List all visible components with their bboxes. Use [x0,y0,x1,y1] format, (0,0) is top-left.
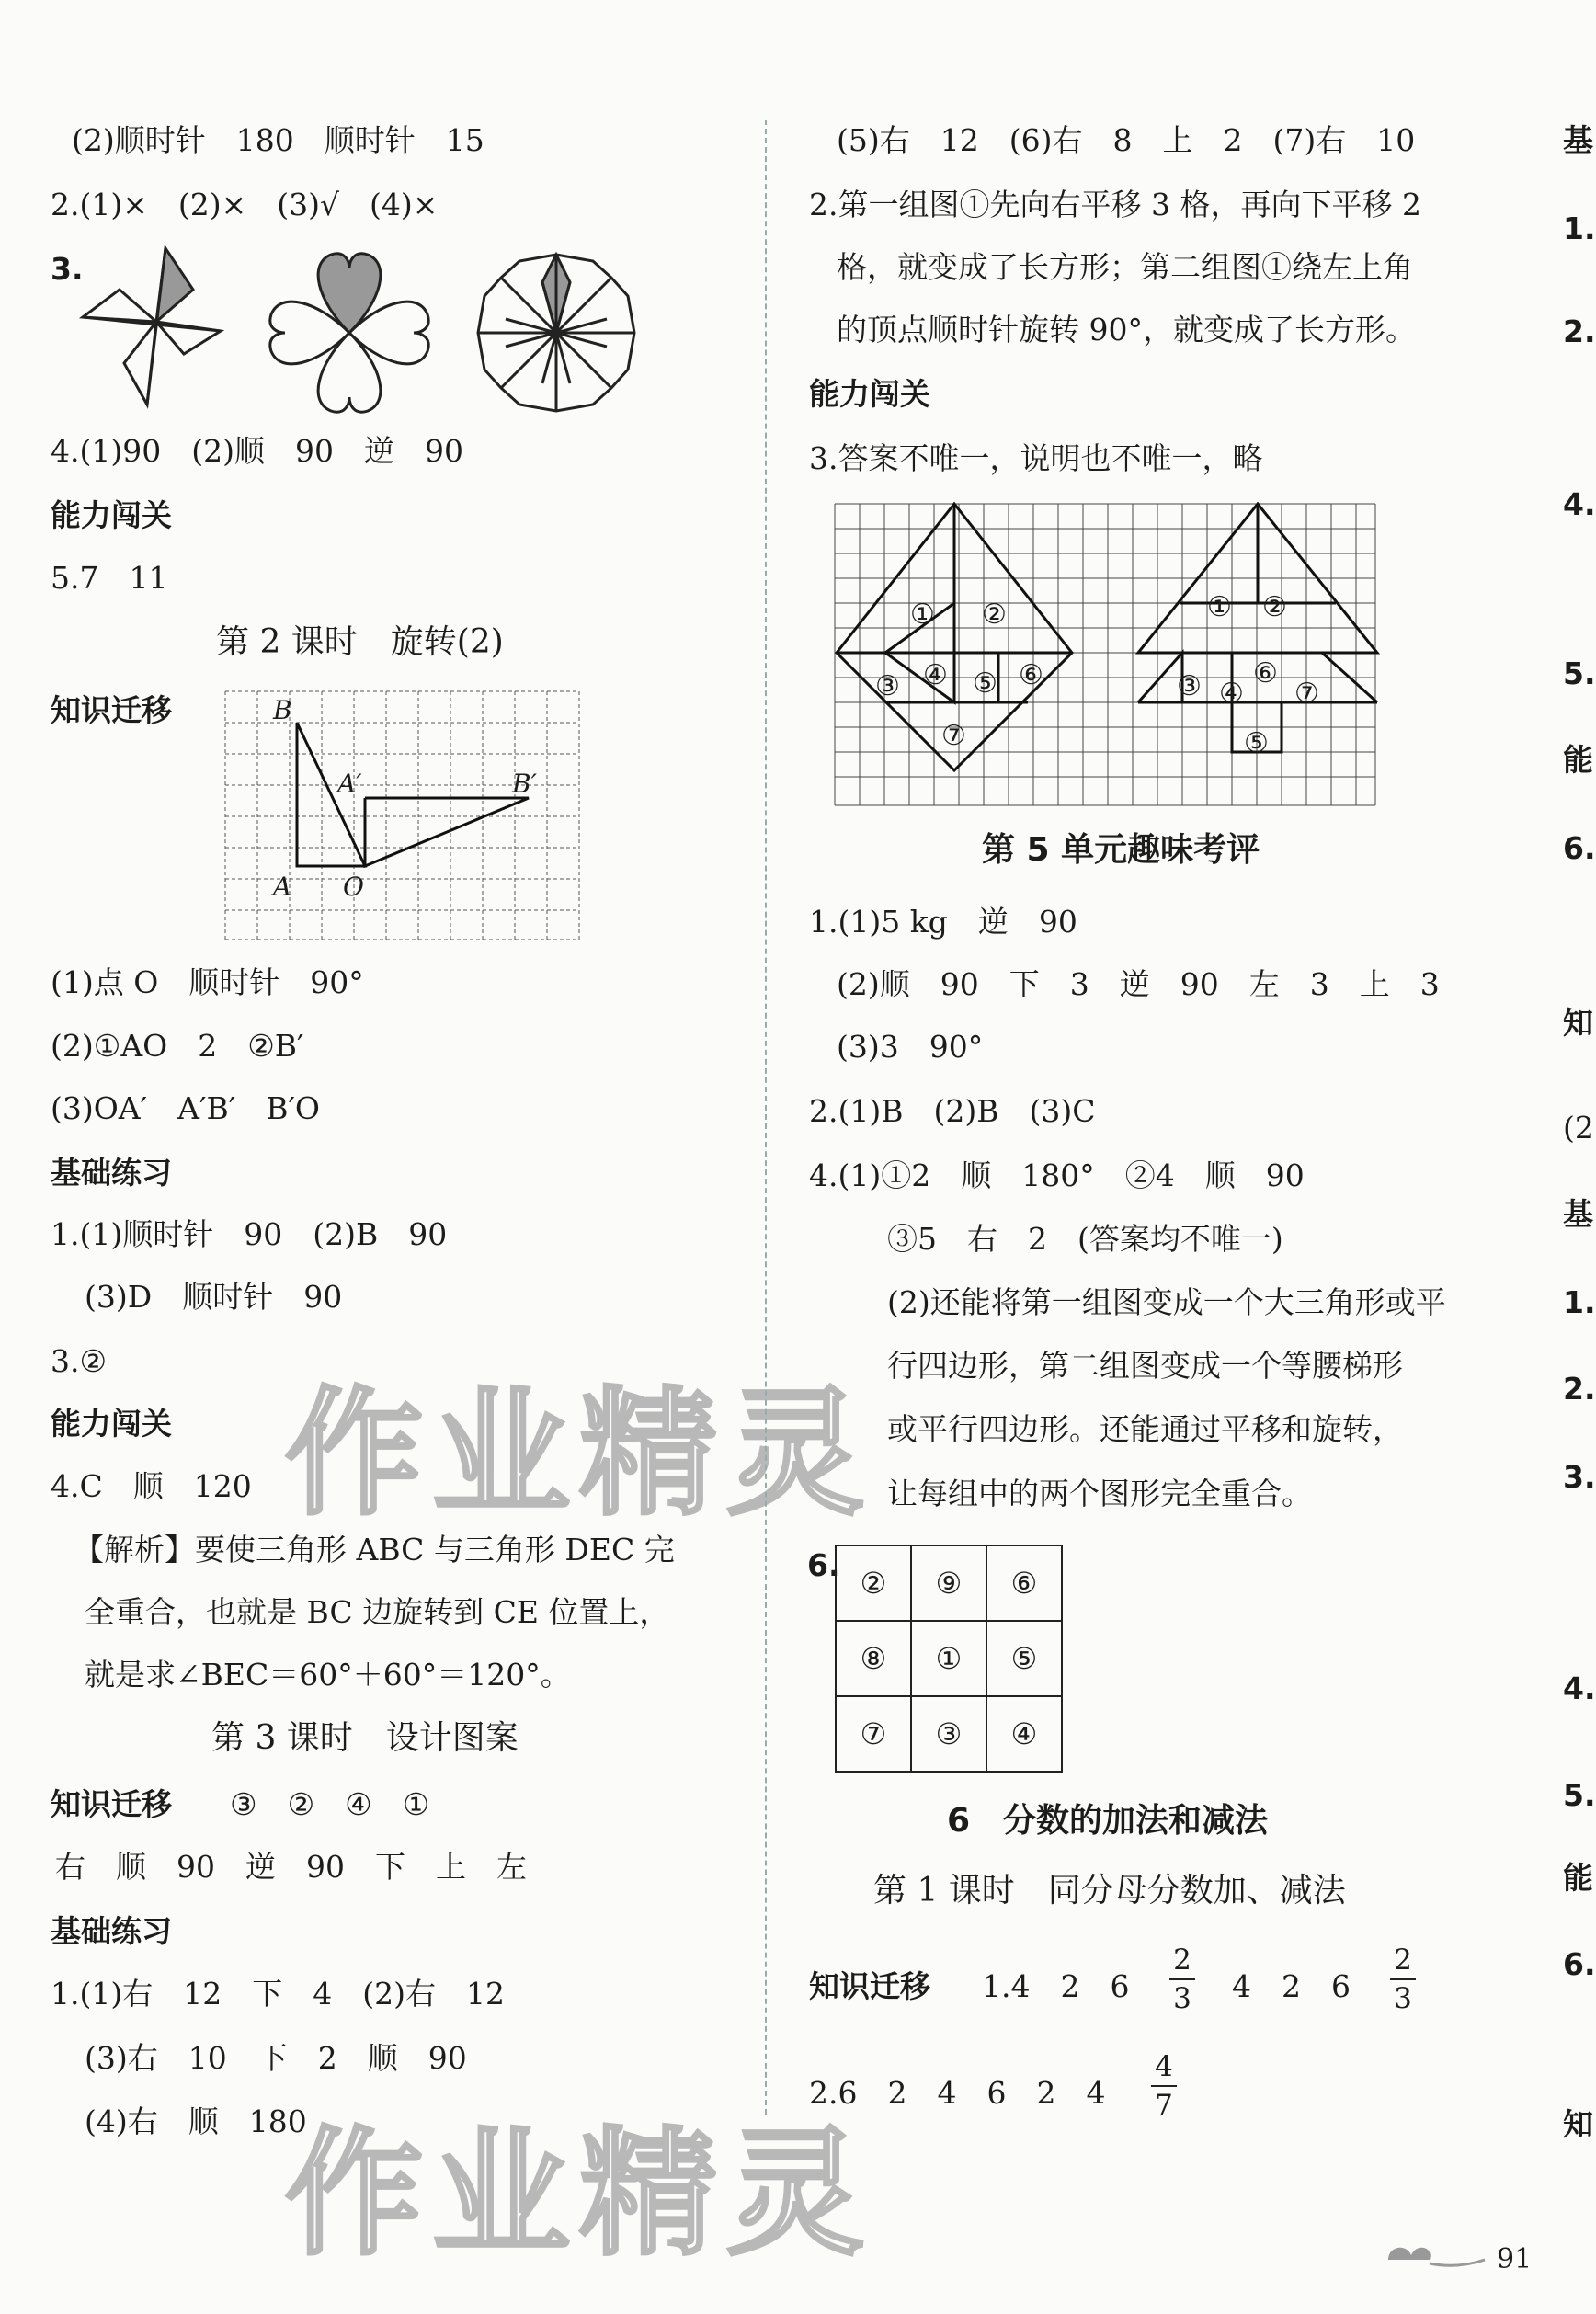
edge-text: 3. [1563,1459,1596,1495]
answer-line: 1.(1)5 kg 逆 90 [809,904,1077,940]
answer-line: 右 顺 90 逆 90 下 上 左 [55,1849,527,1885]
column-divider [765,120,767,2115]
piece-label: ① [1207,591,1232,623]
watermark: 作业精灵 [285,2115,874,2274]
page-number: 91 [1497,2243,1533,2275]
answer-line: (2)①AO 2 ②B′ [51,1028,304,1064]
table-cell: ⑧ [836,1621,911,1696]
edge-text: 5. [1563,1777,1596,1813]
point-label: B′ [512,769,537,799]
analysis-line: 就是求∠BEC＝60°＋60°＝120°。 [85,1657,571,1693]
edge-text: 基 [1563,122,1593,158]
denominator: 3 [1394,1982,1412,2015]
piece-label: ⑤ [973,667,998,700]
answer-line: 2.第一组图①先向右平移 3 格，再向下平移 2 [809,187,1421,222]
piece-label: ⑥ [1019,659,1043,691]
edge-text: 知 [1563,1005,1593,1041]
denominator: 3 [1173,1982,1191,2015]
fraction [1169,1944,1195,2015]
edge-text: 6. [1563,1946,1596,1982]
answer-line: 3.② [51,1343,108,1379]
table-cell: ⑥ [986,1545,1062,1621]
point-label: O [343,872,364,902]
edge-text: 能 [1563,1860,1593,1896]
section-heading: 知识迁移 [51,692,172,728]
section-heading: 基础练习 [51,1913,172,1949]
answer-line: 1.(1)顺时针 90 (2)B 90 [51,1216,448,1252]
cloud-ornament-icon [1379,2232,1489,2278]
number-table [835,1545,1063,1773]
answer-line: (3)D 顺时针 90 [85,1279,343,1315]
fraction [1390,1944,1416,2015]
edge-text: (2 [1563,1110,1594,1146]
answer-line: 让每组中的两个图形完全重合。 [887,1476,1312,1511]
denominator: 7 [1155,2089,1173,2122]
point-label: B [273,695,292,725]
edge-text: 知 [1563,2106,1593,2142]
edge-text: 5. [1563,655,1596,691]
question-number: 6. [807,1547,840,1583]
piece-label: ③ [875,670,900,702]
answer-line: 行四边形，第二组图变成一个等腰梯形 [887,1348,1403,1384]
answer-line: 2.(1)× (2)× (3)√ (4)× [51,187,439,222]
answer-line: 5.7 11 [51,560,168,596]
answer-line: 或平行四边形。还能通过平移和旋转， [887,1411,1403,1447]
piece-label: ② [982,598,1007,631]
piece-label: ④ [1219,678,1244,710]
numerator: 4 [1155,2050,1173,2083]
edge-text: 1. [1563,211,1596,246]
answer-line: (4)右 顺 180 [85,2103,307,2139]
answer-line: 1.4 2 6 [982,1968,1130,2004]
heart-clover-figure [270,254,428,412]
answer-line: 4.(1)①2 顺 180° ②4 顺 90 [809,1157,1305,1193]
answer-line: (2)顺 90 下 3 逆 90 左 3 上 3 [837,966,1440,1002]
edge-text: 6. [1563,830,1596,866]
section-heading: 能力闯关 [51,1406,172,1442]
point-label: A [273,872,292,902]
section-heading: 能力闯关 [51,497,172,533]
piece-label: ⑦ [1294,678,1319,710]
section-heading: 知识迁移 [51,1786,172,1822]
table-cell: ③ [911,1696,986,1772]
unit-heading: 第 5 单元趣味考评 [982,831,1260,869]
analysis-line: 【解析】要使三角形 ABC 与三角形 DEC 完 [74,1532,675,1567]
edge-text: 1. [1563,1284,1596,1320]
piece-label: ③ [1177,670,1202,702]
answer-line: ③5 右 2 (答案均不唯一) [887,1221,1283,1257]
answer-line: ③ ② ④ ① [230,1786,430,1822]
table-cell: ② [836,1545,911,1621]
edge-text: 4. [1563,486,1596,522]
piece-label: ① [910,598,935,631]
pinwheel-figure [83,248,221,405]
answer-line: 的顶点顺时针旋转 90°，就变成了长方形。 [837,312,1416,348]
table-cell: ⑨ [911,1545,986,1621]
edge-text: 2. [1563,1371,1596,1407]
snowflake-figure [478,255,634,411]
table-cell: ⑦ [836,1696,911,1772]
answer-line: 4 2 6 [1232,1968,1351,2004]
rotation-grid [225,691,579,940]
answer-line: (3)3 90° [837,1029,984,1065]
piece-label: ⑥ [1253,657,1278,690]
answer-line: 4.(1)90 (2)顺 90 逆 90 [51,433,463,469]
answer-line: 4.C 顺 120 [51,1468,252,1504]
answer-line: 1.(1)右 12 下 4 (2)右 12 [51,1976,505,2012]
table-cell: ① [911,1621,986,1696]
piece-label: ④ [923,659,948,691]
edge-text: 能 [1563,742,1593,778]
answer-line: (2)顺时针 180 顺时针 15 [72,122,484,158]
answer-line: (5)右 12 (6)右 8 上 2 (7)右 10 [837,122,1416,158]
rotation-figures [74,248,662,418]
lesson-heading: 第 1 课时 同分母分数加、减法 [873,1872,1346,1909]
question-number: 3. [51,251,84,287]
edge-text: 基 [1563,1196,1593,1232]
numerator: 2 [1173,1944,1191,1977]
edge-text: 2. [1563,313,1596,349]
fraction [1151,2050,1177,2122]
watermark: 作业精灵 [285,1374,874,1534]
answer-line: 2.(1)B (2)B (3)C [809,1093,1096,1129]
section-heading: 知识迁移 [809,1968,930,2004]
answer-line: (3)OA′ A′B′ B′O [51,1090,320,1126]
answer-line: (2)还能将第一组图变成一个大三角形或平 [887,1284,1446,1320]
answer-line: 2.6 2 4 6 2 4 [809,2075,1106,2111]
answer-line: (3)右 10 下 2 顺 90 [85,2040,467,2076]
section-heading: 基础练习 [51,1155,172,1191]
piece-label: ② [1262,591,1287,623]
numerator: 2 [1394,1944,1412,1977]
answer-line: (1)点 O 顺时针 90° [51,964,364,1000]
section-heading: 能力闯关 [809,376,930,412]
chapter-heading: 6 分数的加法和减法 [947,1802,1269,1840]
analysis-line: 全重合，也就是 BC 边旋转到 CE 位置上， [85,1594,670,1630]
lesson-heading: 第 3 课时 设计图案 [211,1719,519,1757]
table-cell: ⑤ [986,1621,1062,1696]
answer-line: 3.答案不唯一，说明也不唯一，略 [809,440,1263,476]
tangram-grid [835,504,1375,805]
lesson-heading: 第 2 课时 旋转(2) [216,623,504,661]
edge-text: 4. [1563,1670,1596,1706]
answer-line: 格，就变成了长方形；第二组图①绕左上角 [837,249,1413,285]
piece-label: ⑤ [1244,727,1269,759]
table-cell: ④ [986,1696,1062,1772]
point-label: A′ [337,769,362,799]
piece-label: ⑦ [941,720,966,752]
